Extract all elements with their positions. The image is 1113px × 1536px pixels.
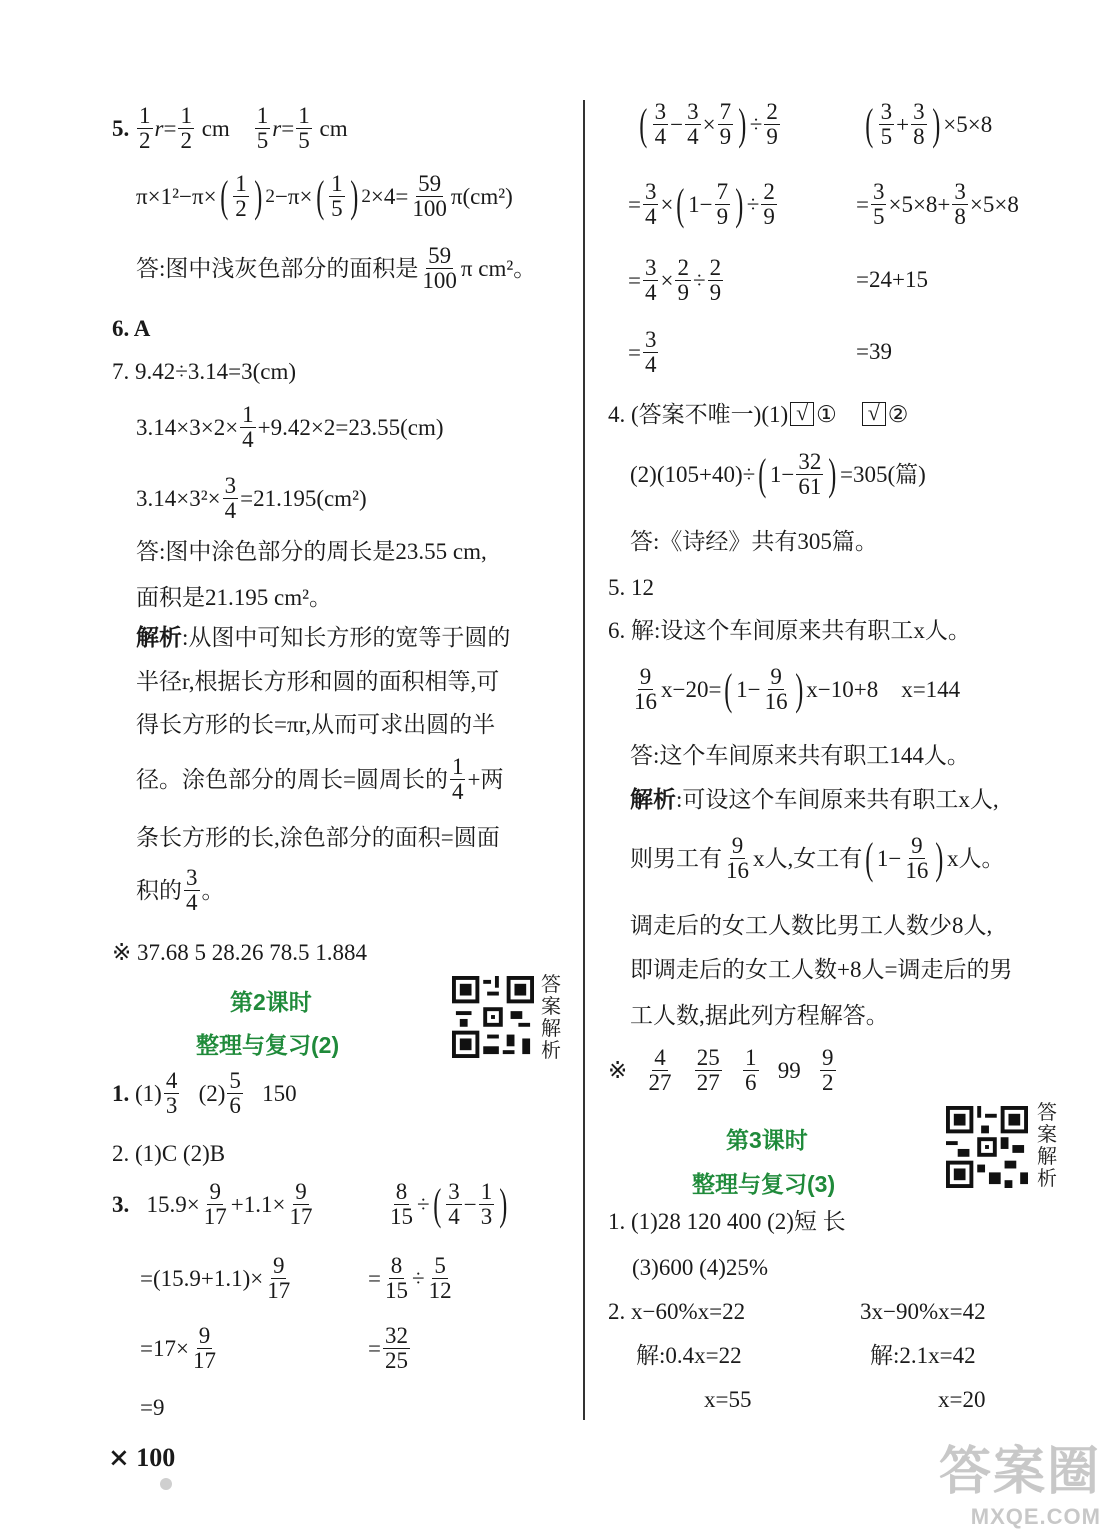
r-q6-exp-5: 工人数,据此列方程解答。	[630, 1003, 889, 1028]
r-q6-exp-4: 即调走后的女工人数+8人=调走后的男	[630, 957, 1013, 982]
qr-caption: 答 案 解 析	[1037, 1102, 1057, 1190]
section-title: 第2课时	[230, 989, 312, 1015]
page-number: ⨯ 100	[108, 1443, 176, 1472]
s3-q1-line2: (3)600 (4)25%	[632, 1255, 769, 1280]
q5-line2: π×1²−π× ( 1 2 ) 2 −π× ( 1 5 ) 2 ×4= $\frac{59}{100}$ π(cm²)	[136, 171, 513, 222]
s3-q2-result2: x=20	[938, 1387, 986, 1412]
r-q6-exp-2: 则男工有 9 16 x人,女工有 ( 1− 9 16 ) x人。	[630, 833, 1005, 884]
q7-answer-2: 面积是21.195 cm²。	[136, 585, 332, 610]
q7-answer-1: 答:图中涂色部分的周长是23.55 cm,	[136, 539, 487, 564]
qr-code-icon[interactable]	[452, 976, 534, 1058]
s3-q2-eq2: 3x−90%x=42	[860, 1299, 986, 1324]
r-top-left-3: = 3 4 × 2 9 ÷ 2 9	[628, 255, 722, 306]
fraction: 1 5	[256, 103, 269, 154]
s3-q2-eq1: 2. x−60%x=22	[608, 1299, 746, 1324]
r-q4-answer: 答:《诗经》共有305篇。	[630, 529, 878, 554]
section-subtitle: 整理与复习(2)	[196, 1032, 340, 1058]
r-top-right-1: ( 3 5 + $\frac{3}{8}$ ) ×5×8	[865, 99, 993, 150]
fraction: 1 2	[139, 103, 151, 154]
r-q6-exp-1: 解析 :可设这个车间原来共有职工x人,	[630, 787, 999, 812]
s3-q2-result1: x=55	[704, 1387, 752, 1412]
watermark-logo: 答案圈 MXQE.COM	[938, 1443, 1101, 1529]
r-q4-line1: 4. (答案不唯一)(1) √ ① √ ②	[608, 400, 909, 427]
s2-q3-line2: =(15.9+1.1)× $\frac{9}{17}$	[140, 1253, 291, 1304]
q5-line1: 5. 1 2 r = 1 2 cm 1 5 r = 1 5 cm	[112, 103, 348, 154]
s2-q3-right-line3: = 32 25	[368, 1323, 408, 1374]
s2-q3-line1: 3. 15.9× $\frac{9}{17}$ +1.1× $\frac{9}{17}$	[112, 1179, 313, 1230]
s3-q1-line1: 1. (1)28 120 400 (2)短 长	[608, 1209, 846, 1234]
q7-exp-6: 积的 3 4 。	[136, 865, 225, 916]
q7-exp-3: 得长方形的长=πr,从而可求出圆的半	[136, 712, 496, 737]
fraction: 1 2	[180, 103, 192, 154]
r-q4-line2: (2)(105+40)÷ ( 1− 32 61 ) =305(篇)	[630, 449, 926, 500]
q7-exp-1: 解析 :从图中可知长方形的宽等于圆的	[136, 625, 511, 650]
s2-q3-right-line1: 8 15 ÷ ( 3 4 − 1 3 )	[390, 1179, 508, 1230]
extra-answers: ※ 37.68 5 28.26 78.5 1.884	[112, 940, 368, 965]
check-icon: √	[790, 402, 814, 426]
fraction: 1 5	[298, 103, 310, 154]
question-number: 5.	[112, 116, 130, 142]
q5-answer: 答:图中浅灰色部分的面积是 59 100 π cm²。	[136, 243, 537, 294]
r-q5-answer: 5. 12	[608, 575, 654, 600]
section-title: 第3课时	[726, 1127, 808, 1153]
r-top-left-4: = 3 4	[628, 327, 657, 378]
q7-exp-4: 径。涂色部分的周长=圆周长的 1 4 +两	[136, 754, 504, 805]
s3-q2-step1: 解:0.4x=22	[636, 1343, 742, 1368]
q7-exp-2: 半径r,根据长方形和圆的面积相等,可	[136, 669, 500, 694]
r-q6-exp-3: 调走后的女工人数比男工人数少8人,	[630, 913, 993, 938]
r-q6-eq: 9 16 x−20= ( 1− 9 16 ) x−10+8 x=144	[634, 664, 961, 715]
section-subtitle: 整理与复习(3)	[692, 1171, 836, 1197]
s2-q2: 2. (1)C (2)B	[112, 1141, 226, 1166]
q7-exp-5: 条长方形的长,涂色部分的面积=圆面	[136, 825, 500, 850]
r-q6-line1: 6. 解:设这个车间原来共有职工x人。	[608, 618, 971, 643]
s2-q1: 1. (1) 4 3 (2) 5 6 150	[112, 1068, 297, 1119]
q7-line1: 7. 9.42÷3.14=3(cm)	[112, 359, 297, 384]
q6-answer: 6. A	[112, 316, 151, 341]
qr-code-icon[interactable]	[946, 1106, 1028, 1188]
s2-q3-line4: =9	[140, 1395, 165, 1420]
r-top-right-4: =39	[856, 339, 892, 364]
page-dot	[160, 1478, 172, 1490]
s2-q3-right-line2: = 8 15 ÷ 5 12	[368, 1253, 452, 1304]
r-top-right-2: = $\frac{3}{5}$ ×5×8+ $\frac{3}{8}$ ×5×8	[856, 179, 1019, 230]
r-top-right-3: =24+15	[856, 267, 928, 292]
r-extra-answers: ※ 4 27 25 27 1 6 99 9 2	[608, 1045, 834, 1096]
s3-q2-step2: 解:2.1x=42	[870, 1343, 976, 1368]
s2-q3-line3: =17× $\frac{9}{17}$	[140, 1323, 216, 1374]
check-icon: √	[862, 402, 886, 426]
r-top-left-2: = 3 4 × ( 1− 7 9 ) ÷ 2 9	[628, 179, 775, 230]
q7-line3: 3.14×3²× $\frac{3}{4}$ =21.195(cm²)	[136, 473, 367, 524]
q7-line2: 3.14×3×2× $\frac{1}{4}$ +9.42×2=23.55(cm)	[136, 402, 444, 453]
r-top-left-1: ( 3 4 − $\frac{3}{4}$ × $\frac{7}{9}$ ) ÷ $\frac{2}{9}$	[639, 99, 778, 150]
r-q6-answer: 答:这个车间原来共有职工144人。	[630, 743, 970, 768]
column-divider	[583, 100, 585, 1420]
qr-caption: 答 案 解 析	[541, 974, 561, 1062]
